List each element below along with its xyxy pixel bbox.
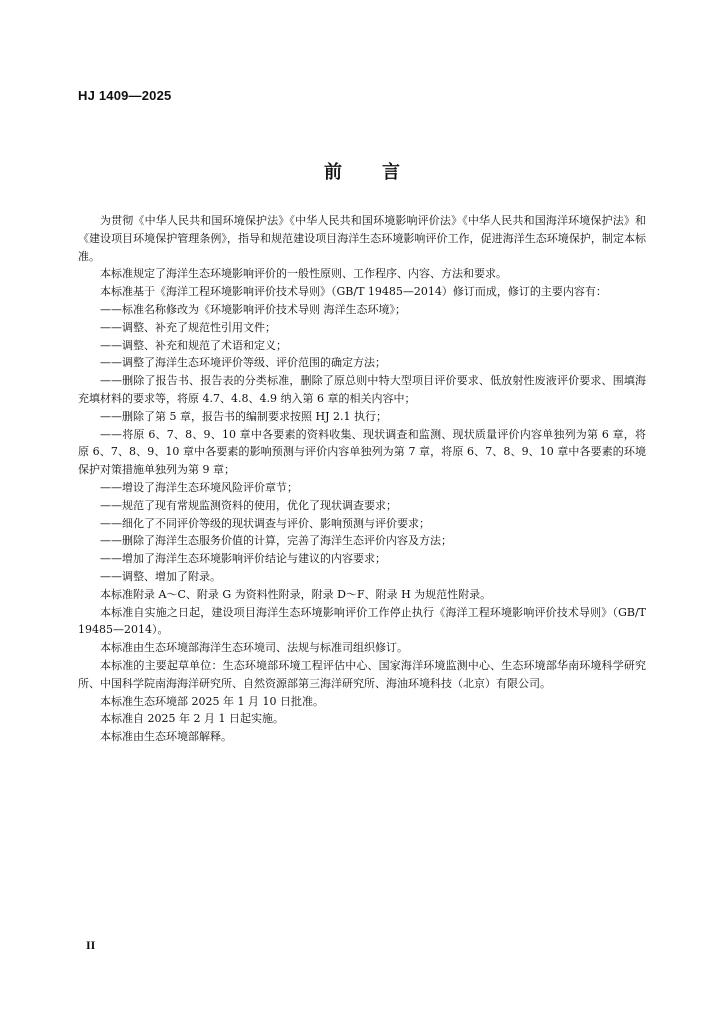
list-item: ——调整、补充和规范了术语和定义； [100, 338, 287, 352]
list-item: ——删除了海洋生态服务价值的计算，完善了海洋生态评价内容及方法； [100, 534, 452, 548]
paragraph: 为贯彻《中华人民共和国环境保护法》《中华人民共和国环境影响评价法》《中华人民共和国海洋环境保护法》和《建设项目环境保护管理条例》，指导和规范建设项目海洋生态环境影响评价工作，促进海洋生态环境保护，制定本标准。 [78, 214, 646, 263]
paragraph: 本标准生态环境部 2025 年 1 月 10 日批准。 [100, 694, 324, 708]
paragraph: 本标准规定了海洋生态环境影响评价的一般性原则、工作程序、内容、方法和要求。 [100, 267, 507, 281]
list-item: ——增设了海洋生态环境风险评价章节； [100, 480, 298, 494]
paragraph: 本标准自 2025 年 2 月 1 日起实施。 [100, 712, 284, 726]
foreword-body [78, 212, 646, 746]
list-item: ——调整、增加了附录。 [100, 569, 221, 583]
paragraph: 本标准由生态环境部海洋生态环境司、法规与标准司组织修订。 [100, 641, 408, 655]
page-title: 前言 [324, 162, 440, 183]
list-item: ——将原 6、7、8、9、10 章中各要素的资料收集、现状调查和监测、现状质量评价内容单独列为第 6 章，将原 6、7、8、9、10 章中各要素的影响预测与评价内容单独列为第 7 章，将原 6、7、8、9、10 章中各要素的环境保护对策措施单独列为第 9 章； [78, 427, 646, 477]
list-item: ——细化了不同评价等级的现状调查与评价、影响预测与评价要求； [100, 516, 430, 530]
list-item: ——增加了海洋生态环境影响评价结论与建议的内容要求； [100, 552, 386, 566]
list-item: ——调整、补充了规范性引用文件； [100, 320, 276, 334]
paragraph: 本标准自实施之日起，建设项目海洋生态环境影响评价工作停止执行《海洋工程环境影响评价技术导则》（GB/T 19485—2014）。 [78, 605, 646, 637]
list-item: ——规范了现有常规监测资料的使用，优化了现状调查要求； [100, 498, 397, 512]
document-code: HJ 1409—2025 [78, 88, 172, 103]
list-item: ——删除了报告书、报告表的分类标准，删除了原总则中特大型项目评价要求、低放射性废液评价要求、围填海充填材料的要求等，将原 4.7、4.8、4.9 纳入第 6 章的相关内容中； [78, 374, 646, 405]
list-item: ——删除了第 5 章，报告书的编制要求按照 HJ 2.1 执行； [100, 409, 387, 423]
paragraph: 本标准的主要起草单位：生态环境部环境工程评估中心、国家海洋环境监测中心、生态环境部华南环境科学研究所、中国科学院南海海洋研究所、自然资源部第三海洋研究所、海油环境科技（北京）有限公司。 [78, 658, 646, 690]
list-item: ——标准名称修改为《环境影响评价技术导则 海洋生态环境》； [100, 302, 406, 316]
paragraph: 本标准附录 A～C、附录 G 为资料性附录，附录 D～F、附录 H 为规范性附录。 [100, 587, 492, 601]
paragraph: 本标准基于《海洋工程环境影响评价技术导则》（GB/T 19485—2014）修订而成，修订的主要内容有： [100, 285, 607, 299]
paragraph: 本标准由生态环境部解释。 [100, 730, 232, 744]
page-number: II [86, 938, 96, 952]
list-item: ——调整了海洋生态环境评价等级、评价范围的确定方法； [100, 356, 386, 370]
